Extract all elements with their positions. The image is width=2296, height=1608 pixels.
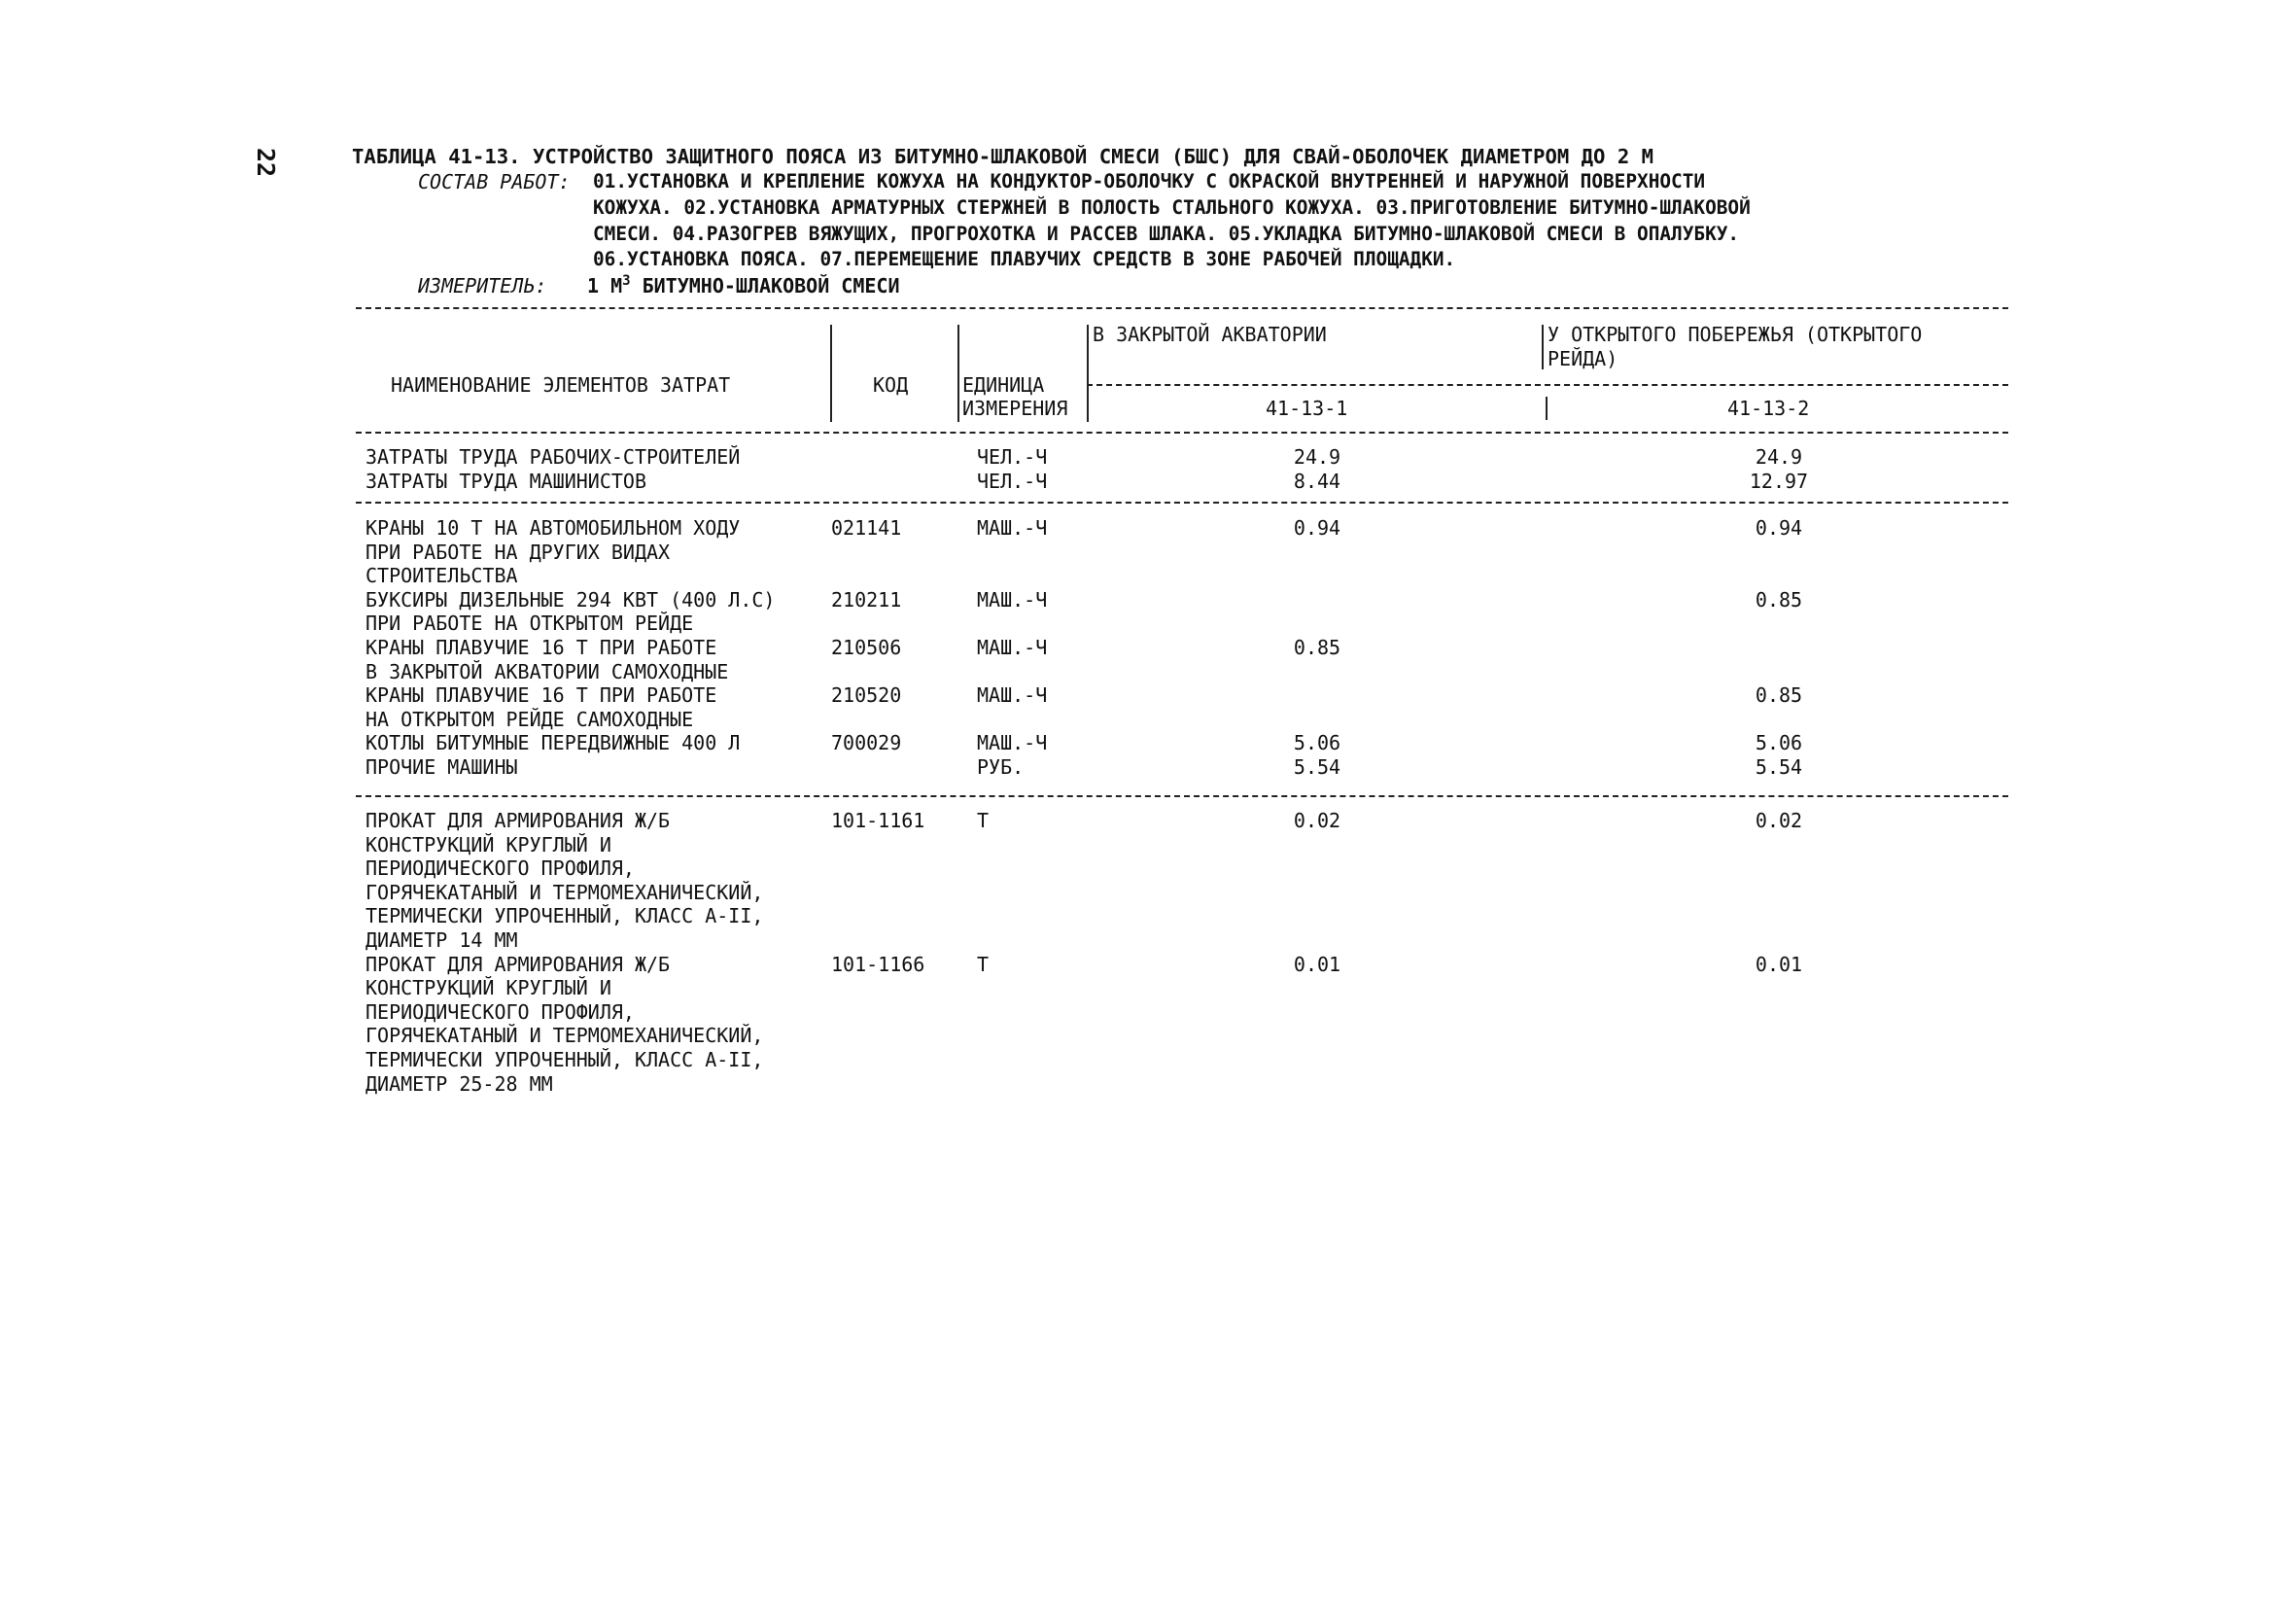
scope-line: 01.УСТАНОВКА И КРЕПЛЕНИЕ КОЖУХА НА КОНДУКТОР-ОБОЛОЧКУ С ОКРАСКОЙ ВНУТРЕННЕЙ И НАРУЖНОЙ ПОВЕРХНОСТИ [593,170,1706,192]
measure-suffix: БИТУМНО-ШЛАКОВОЙ СМЕСИ [630,274,900,297]
header-bottom-rule [356,432,2008,434]
cell-code: 210520 [831,683,902,708]
cell-value-41-13-1: 0.01 [1293,952,1341,976]
header-col2: 41-13-2 [1727,397,1810,420]
header-col1: 41-13-1 [1266,397,1348,420]
cell-value-41-13-1: 5.06 [1293,731,1341,755]
cell-value-41-13-1: 24.9 [1293,445,1341,469]
table-top-rule [356,307,2008,309]
cell-value-41-13-2: 5.54 [1755,755,1803,779]
cell-unit: ЧЕЛ.-Ч [977,445,1048,469]
col-divider-code [830,325,832,422]
cell-unit: МАШ.-Ч [977,516,1048,540]
cell-unit: Т [977,809,990,832]
cell-value-41-13-2: 0.02 [1755,809,1803,832]
col-divider-group1 [1087,325,1089,422]
header-name: НАИМЕНОВАНИЕ ЭЛЕМЕНТОВ ЗАТРАТ [391,373,731,397]
cell-name: ПЕРИОДИЧЕСКОГО ПРОФИЛЯ, [365,999,635,1024]
cell-value-41-13-1: 8.44 [1293,469,1341,493]
cell-name: ПРОКАТ ДЛЯ АРМИРОВАНИЯ Ж/Б [365,952,671,976]
cell-name: ДИАМЕТР 25-28 ММ [365,1071,553,1096]
table-title: ТАБЛИЦА 41-13. УСТРОЙСТВО ЗАЩИТНОГО ПОЯСА ИЗ БИТУМНО-ШЛАКОВОЙ СМЕСИ (БШС) ДЛЯ СВАЙ-ОБОЛОЧЕК ДИАМЕТРОМ ДО 2 М [352,145,1654,168]
header-group2: У ОТКРЫТОГО ПОБЕРЕЖЬЯ (ОТКРЫТОГО [1548,323,1923,346]
cell-name: КРАНЫ ПЛАВУЧИЕ 16 Т ПРИ РАБОТЕ [365,636,717,659]
cell-value-41-13-2: 0.01 [1755,952,1803,976]
scope-line: СМЕСИ. 04.РАЗОГРЕВ ВЯЖУЩИХ, ПРОГРОХОТКА И РАССЕВ ШЛАКА. 05.УКЛАДКА БИТУМНО-ШЛАКОВОЙ СМЕСИ В ОПАЛУБКУ. [593,223,1740,245]
cell-value-41-13-2: 24.9 [1755,445,1803,469]
cell-name: ДИАМЕТР 14 ММ [365,928,518,952]
cell-value-41-13-2: 5.06 [1755,731,1803,755]
section-rule-machines [356,795,2008,797]
cell-name: ГОРЯЧЕКАТАНЫЙ И ТЕРМОМЕХАНИЧЕСКИЙ, [365,880,764,904]
header-code: КОД [873,373,909,397]
cell-name: ГОРЯЧЕКАТАНЫЙ И ТЕРМОМЕХАНИЧЕСКИЙ, [365,1024,764,1048]
cell-name: ТЕРМИЧЕСКИ УПРОЧЕННЫЙ, КЛАСС А-II, [365,1048,764,1071]
cell-name: ПЕРИОДИЧЕСКОГО ПРОФИЛЯ, [365,856,635,881]
cell-code: 210506 [831,636,902,659]
cell-name: ПРИ РАБОТЕ НА ДРУГИХ ВИДАХ [365,540,671,564]
cell-name: ПРОКАТ ДЛЯ АРМИРОВАНИЯ Ж/Б [365,809,671,832]
cell-value-41-13-2: 0.85 [1755,683,1803,708]
cell-value-41-13-2: 0.85 [1755,587,1803,612]
scope-label: СОСТАВ РАБОТ: [418,170,571,193]
cell-value-41-13-1: 0.02 [1293,809,1341,832]
header-mid-rule [1087,384,2008,386]
cell-name: КОНСТРУКЦИЙ КРУГЛЫЙ И [365,832,611,856]
header-unit: ЕДИНИЦА [962,373,1045,397]
header-unit: ИЗМЕРЕНИЯ [962,397,1068,420]
header-group2: РЕЙДА) [1548,347,1618,370]
cell-name: БУКСИРЫ ДИЗЕЛЬНЫЕ 294 КВТ (400 Л.С) [365,587,776,612]
measure-value [587,273,900,297]
section-rule-labor [356,502,2008,504]
cell-name: КРАНЫ ПЛАВУЧИЕ 16 Т ПРИ РАБОТЕ [365,683,717,708]
cell-unit: МАШ.-Ч [977,587,1048,612]
measure-sup: 3 [622,273,631,289]
cell-value-41-13-1: 0.85 [1293,636,1341,659]
header-group1: В ЗАКРЫТОЙ АКВАТОРИИ [1093,323,1327,346]
measure-prefix: 1 М [587,274,623,297]
cell-code: 101-1161 [831,809,925,832]
cell-value-41-13-1: 0.94 [1293,516,1341,540]
cell-unit: МАШ.-Ч [977,636,1048,659]
cell-unit: МАШ.-Ч [977,731,1048,755]
cell-name: НА ОТКРЫТОМ РЕЙДЕ САМОХОДНЫЕ [365,707,694,731]
col-divider-unit [957,325,959,422]
cell-name: ПРОЧИЕ МАШИНЫ [365,755,518,779]
cell-code: 210211 [831,587,902,612]
cell-name: КОТЛЫ БИТУМНЫЕ ПЕРЕДВИЖНЫЕ 400 Л [365,731,741,755]
cell-name: ЗАТРАТЫ ТРУДА МАШИНИСТОВ [365,469,646,493]
cell-name: В ЗАКРЫТОЙ АКВАТОРИИ САМОХОДНЫЕ [365,659,729,683]
cell-code: 021141 [831,516,902,540]
scope-line: 06.УСТАНОВКА ПОЯСА. 07.ПЕРЕМЕЩЕНИЕ ПЛАВУЧИХ СРЕДСТВ В ЗОНЕ РАБОЧЕЙ ПЛОЩАДКИ. [593,248,1456,270]
cell-name: КОНСТРУКЦИЙ КРУГЛЫЙ И [365,976,611,1000]
cell-name: КРАНЫ 10 Т НА АВТОМОБИЛЬНОМ ХОДУ [365,516,741,540]
page-number: 22 [252,148,280,178]
cell-code: 101-1166 [831,952,925,976]
cell-unit: МАШ.-Ч [977,683,1048,708]
cell-name: ЗАТРАТЫ ТРУДА РАБОЧИХ-СТРОИТЕЛЕЙ [365,445,741,469]
cell-name: ПРИ РАБОТЕ НА ОТКРЫТОМ РЕЙДЕ [365,612,694,636]
cell-unit: Т [977,952,990,976]
cell-unit: РУБ. [977,755,1025,779]
cell-name: ТЕРМИЧЕСКИ УПРОЧЕННЫЙ, КЛАСС А-II, [365,904,764,928]
cell-name: СТРОИТЕЛЬСТВА [365,564,518,588]
cell-code: 700029 [831,731,902,755]
col-divider-col2 [1546,397,1548,420]
measure-label: ИЗМЕРИТЕЛЬ: [418,274,547,297]
col-divider-group2 [1542,325,1544,369]
cell-value-41-13-2: 12.97 [1749,469,1809,493]
scope-line: КОЖУХА. 02.УСТАНОВКА АРМАТУРНЫХ СТЕРЖНЕЙ В ПОЛОСТЬ СТАЛЬНОГО КОЖУХА. 03.ПРИГОТОВЛЕНИЕ БИТУМНО-ШЛАКОВОЙ [593,196,1751,219]
cell-value-41-13-2: 0.94 [1755,516,1803,540]
cell-value-41-13-1: 5.54 [1293,755,1341,779]
cell-unit: ЧЕЛ.-Ч [977,469,1048,493]
